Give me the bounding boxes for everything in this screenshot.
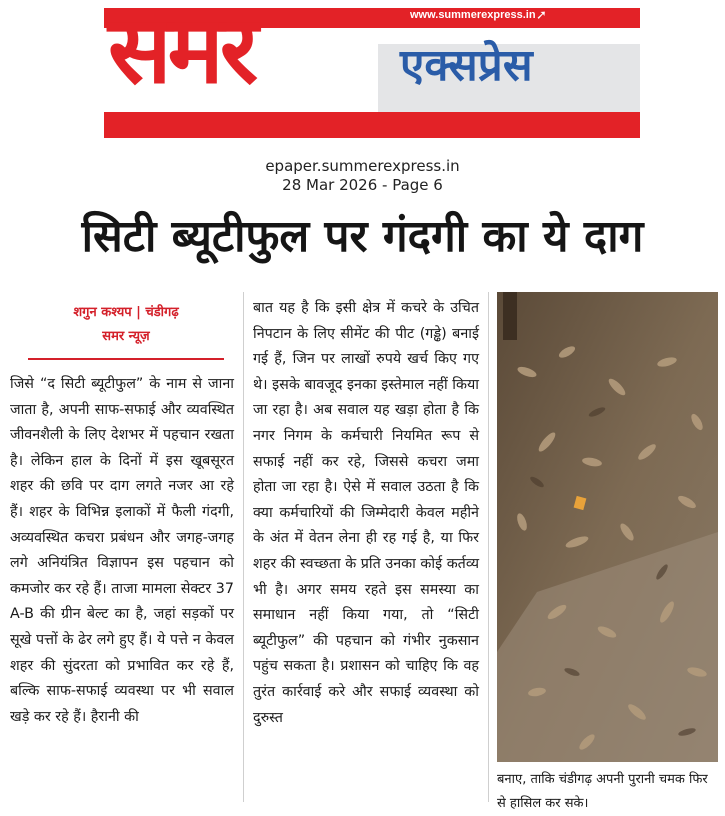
- article-column-3: बनाए, ताकि चंडीगढ़ अपनी पुरानी चमक फिर से हासिल कर सके।: [497, 772, 708, 811]
- cursor-arrow-icon: ➚: [536, 8, 547, 23]
- byline-divider: [28, 358, 224, 360]
- article-column-1: जिसे “द सिटी ब्यूटीफुल” के नाम से जाना जाता है, अपनी साफ-सफाई और व्यवस्थित जीवनशैली के लिए देशभर में पहचान रखता है। लेकिन हाल के दिनों में इस खूबसूरत शहर की छवि पर दाग लगते नजर आ रहे हैं। शहर के विभिन्न इलाकों में फैली गंदगी, अव्यवस्थित कचरा प्रबंधन और जगह-जगह लगे अनियंत्रित विज्ञापन इस पहचान को कमजोर कर रहे हैं। ताजा मामला सेक्टर 37 A-B की ग्रीन बेल्ट का है, जहां सड़कों पर सूखे पत्तों के ढेर लगे हुए हैं। ये पत्ते न केवल शहर की सुंदरता को प्रभावित कर रहे हैं, बल्कि साफ-सफाई व्यवस्था पर भी सवाल खड़े कर रहे हैं। हैरानी की: [10, 376, 234, 725]
- edition-site: epaper.summerexpress.in: [265, 157, 460, 175]
- article-photo: [497, 292, 718, 762]
- article-column-2: बात यह है कि इसी क्षेत्र में कचरे के उचित निपटान के लिए सीमेंट की पीट (गड्ढे) बनाई गई हैं, जिन पर लाखों रुपये खर्च किए गए थे। इसके बावजूद इनका इस्तेमाल नहीं किया जा रहा है। अब सवाल यह खड़ा होता है कि नगर निगम के कर्मचारी नियमित रूप से सफाई नहीं कर रहे, जिससे कचरा जमा होता जा रहा है। ऐसे में सवाल उठता है कि क्या कर्मचारियों की जिम्मेदारी केवल महीने के अंत में वेतन लेना ही रह गई है, या फिर शहर की स्वच्छता के प्रति उनका कोई कर्तव्य भी है। अगर समय रहते इस समस्या का समाधान नहीं किया गया, तो “सिटी ब्यूटीफुल” की पहचान को गंभीर नुकसान पहुंच सकता है। प्रशासन को चाहिए कि वह तुरंत कार्रवाई करे और सफाई व्यवस्था को दुरुस्त: [253, 300, 479, 726]
- masthead-brand-sub: एक्सप्रेस: [400, 40, 533, 91]
- column-divider: [243, 292, 244, 802]
- column-divider: [488, 292, 489, 802]
- masthead-bottom-bar: [104, 112, 640, 138]
- byline-author: शगुन कश्यप | चंडीगढ़: [73, 305, 179, 320]
- byline-org: समर न्यूज़: [102, 329, 150, 344]
- edition-date-page: 28 Mar 2026 - Page 6: [282, 176, 443, 194]
- masthead-brand-main: समर: [108, 0, 255, 105]
- masthead-url: www.summerexpress.in: [410, 9, 536, 21]
- article-headline: सिटी ब्यूटीफुल पर गंदगी का ये दाग: [81, 211, 644, 262]
- dry-leaves-photo: [497, 292, 718, 762]
